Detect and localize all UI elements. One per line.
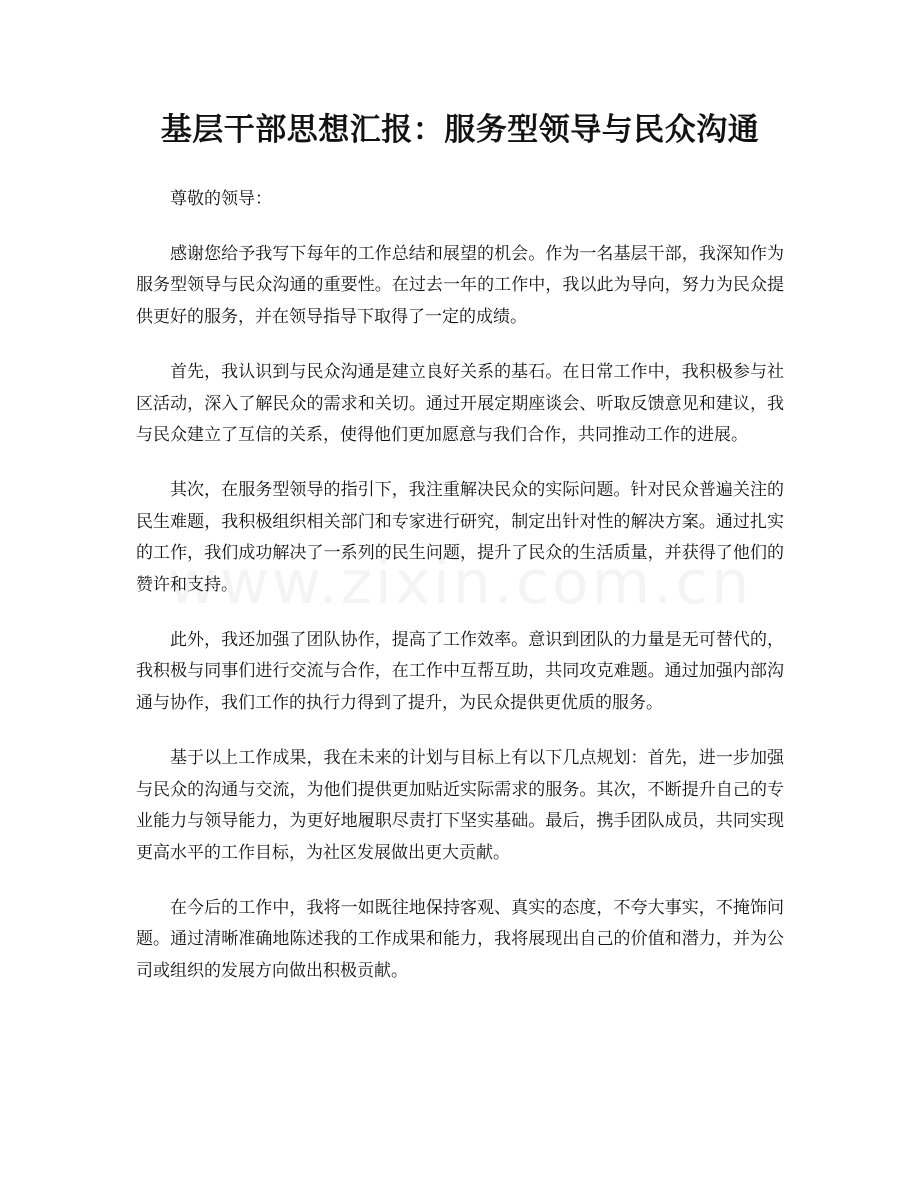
document-body bbox=[136, 184, 784, 1011]
paragraph-2: 首先，我认识到与民众沟通是建立良好关系的基石。在日常工作中，我积极参与社区活动，深入了解民众的需求和关切。通过开展定期座谈会、听取反馈意见和建议，我与民众建立了互信的关系，使得他们更加愿意与我们合作，共同推动工作的进展。 bbox=[136, 361, 784, 446]
document-title: 基层干部思想汇报：服务型领导与民众沟通 bbox=[160, 112, 760, 148]
salutation: 尊敬的领导： bbox=[170, 189, 272, 209]
paragraph-1: 感谢您给予我写下每年的工作总结和展望的机会。作为一名基层干部，我深知作为服务型领导与民众沟通的重要性。在过去一年的工作中，我以此为导向，努力为民众提供更好的服务，并在领导指导下取得了一定的成绩。 bbox=[136, 243, 784, 328]
paragraph-3: 其次，在服务型领导的指引下，我注重解决民众的实际问题。针对民众普遍关注的民生难题，我积极组织相关部门和专家进行研究，制定出针对性的解决方案。通过扎实的工作，我们成功解决了一系列的民生问题，提升了民众的生活质量，并获得了他们的赞许和支持。 bbox=[136, 479, 784, 596]
paragraph-5: 基于以上工作成果，我在未来的计划与目标上有以下几点规划：首先，进一步加强与民众的沟通与交流，为他们提供更加贴近实际需求的服务。其次，不断提升自己的专业能力与领导能力，为更好地履职尽责打下坚实基础。最后，携手团队成员，共同实现更高水平的工作目标，为社区发展做出更大贡献。 bbox=[136, 747, 784, 863]
paragraph-4: 此外，我还加强了团队协作，提高了工作效率。意识到团队的力量是无可替代的，我积极与同事们进行交流与合作，在工作中互帮互助，共同攻克难题。通过加强内部沟通与协作，我们工作的执行力得到了提升，为民众提供更优质的服务。 bbox=[136, 629, 784, 714]
paragraph-6: 在今后的工作中，我将一如既往地保持客观、真实的态度，不夸大事实，不掩饰问题。通过清晰准确地陈述我的工作成果和能力，我将展现出自己的价值和潜力，并为公司或组织的发展方向做出积极贡献。 bbox=[136, 897, 784, 982]
